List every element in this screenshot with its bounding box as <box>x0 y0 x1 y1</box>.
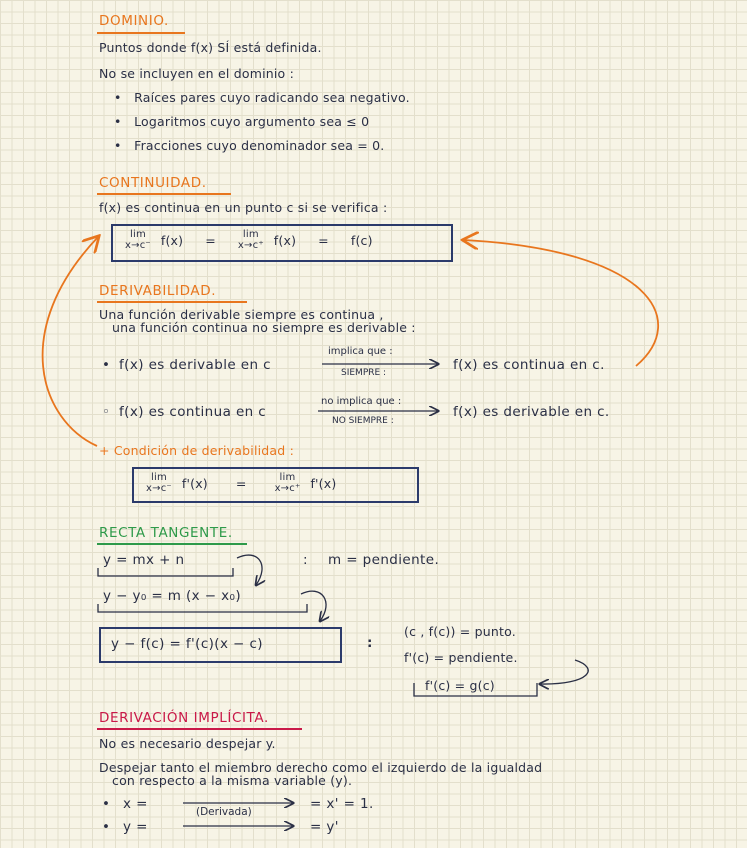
dominio-line1: Puntos donde f(x) SÍ está definida. <box>99 40 322 55</box>
cond-lim-word-2: lim <box>279 472 296 483</box>
right-orange-arc <box>464 240 658 366</box>
impl-arrow-label: (Derivada) <box>196 806 252 818</box>
left-orange-arc <box>43 237 98 446</box>
stmt2-above: no implica que : <box>321 396 402 407</box>
recta-point: (c , f(c)) = punto. <box>404 624 516 639</box>
continuidad-title: CONTINUIDAD. <box>99 175 207 191</box>
continuidad-line1: f(x) es continua en un punto c si se verifica : <box>99 200 388 215</box>
recta-colon1: : <box>303 552 308 568</box>
implicita-line3: con respecto a la misma variable (y). <box>112 773 353 788</box>
recta-g: f'(c) = g(c) <box>425 678 495 693</box>
recta-eq2: y − y₀ = m (x − x₀) <box>103 588 242 604</box>
stmt1-above: implica que : <box>328 346 393 357</box>
stmt1-right: f(x) es continua en c. <box>453 357 605 373</box>
recta-m-def: m = pendiente. <box>328 552 440 568</box>
impl-row2-right: = y' <box>310 819 339 835</box>
impl-row1-left: x = <box>123 796 148 812</box>
eq-1: = <box>205 232 216 248</box>
dominio-bullet-3-text: Fracciones cuyo denominador sea = 0. <box>134 138 385 153</box>
lim-word-1: lim <box>129 229 146 240</box>
curl-arrow-1 <box>237 555 262 585</box>
bracket-eq1 <box>98 568 233 576</box>
lim-right-sub: x→c⁺ <box>237 240 264 251</box>
dominio-bullet-3: • Fracciones cuyo denominador sea = 0. <box>114 138 385 153</box>
stmt1-bullet: • <box>102 357 111 373</box>
impl-row2-bullet: • <box>102 819 111 835</box>
impl-row1-bullet: • <box>102 796 111 812</box>
dominio-bullet-2-text: Logaritmos cuyo argumento sea ≤ 0 <box>134 114 370 129</box>
curl-arrow-2 <box>301 591 326 621</box>
cond-lim-right-sub: x→c⁺ <box>274 483 301 494</box>
stmt2-bullet: ◦ <box>102 404 111 420</box>
dominio-bullet-1: • Raíces pares cuyo radicando sea negativo. <box>114 90 410 105</box>
stmt1-left: f(x) es derivable en c <box>119 357 271 373</box>
recta-eq1: y = mx + n <box>103 552 185 568</box>
lim-word-2: lim <box>242 229 259 240</box>
recta-title: RECTA TANGENTE. <box>99 525 233 541</box>
stmt2-left: f(x) es continua en c <box>119 404 267 420</box>
cond-fp-1: f'(x) <box>181 475 208 491</box>
bracket-eq2 <box>98 604 307 612</box>
cond-lim-left-sub: x→c⁻ <box>146 483 172 494</box>
derivabilidad-line2: una función continua no siempre es derivable : <box>112 320 416 335</box>
impl-row1-right: = x' = 1. <box>310 796 374 812</box>
eq-2: = <box>318 232 329 248</box>
impl-row2-left: y = <box>123 819 148 835</box>
implicita-line2: Despejar tanto el miembro derecho como el izquierdo de la igualdad <box>99 760 543 775</box>
implicita-line1: No es necesario despejar y. <box>99 736 276 751</box>
fx-1: f(x) <box>160 232 184 248</box>
stmt2-right: f(x) es derivable en c. <box>453 404 610 420</box>
cond-eq: = <box>235 475 247 491</box>
stmt1-below: SIEMPRE : <box>341 368 387 378</box>
recta-colon2: : <box>367 635 373 651</box>
dominio-bullet-1-text: Raíces pares cuyo radicando sea negativo. <box>134 90 410 105</box>
fc: f(c) <box>350 232 373 248</box>
cond-lim-word-1: lim <box>150 472 167 483</box>
fx-2: f(x) <box>273 232 297 248</box>
dominio-line2: No se incluyen en el dominio : <box>99 66 294 81</box>
lim-left-sub: x→c⁻ <box>125 240 151 251</box>
dominio-bullet-2: • Logaritmos cuyo argumento sea ≤ 0 <box>114 114 370 129</box>
derivabilidad-title: DERIVABILIDAD. <box>99 283 217 299</box>
derivabilidad-line1: Una función derivable siempre es continua , <box>99 307 384 322</box>
recta-slope: f'(c) = pendiente. <box>404 650 518 665</box>
derivability-condition: + Condición de derivabilidad : <box>99 443 295 458</box>
implicita-title: DERIVACIÓN IMPLÍCITA. <box>99 710 269 726</box>
curl-arrow-3 <box>540 660 588 684</box>
recta-eq3: y − f(c) = f'(c)(x − c) <box>111 636 263 652</box>
dominio-title: DOMINIO. <box>99 13 169 29</box>
cond-fp-2: f'(x) <box>310 475 337 491</box>
bracket-g <box>414 683 537 696</box>
stmt2-below: NO SIEMPRE : <box>332 416 394 426</box>
